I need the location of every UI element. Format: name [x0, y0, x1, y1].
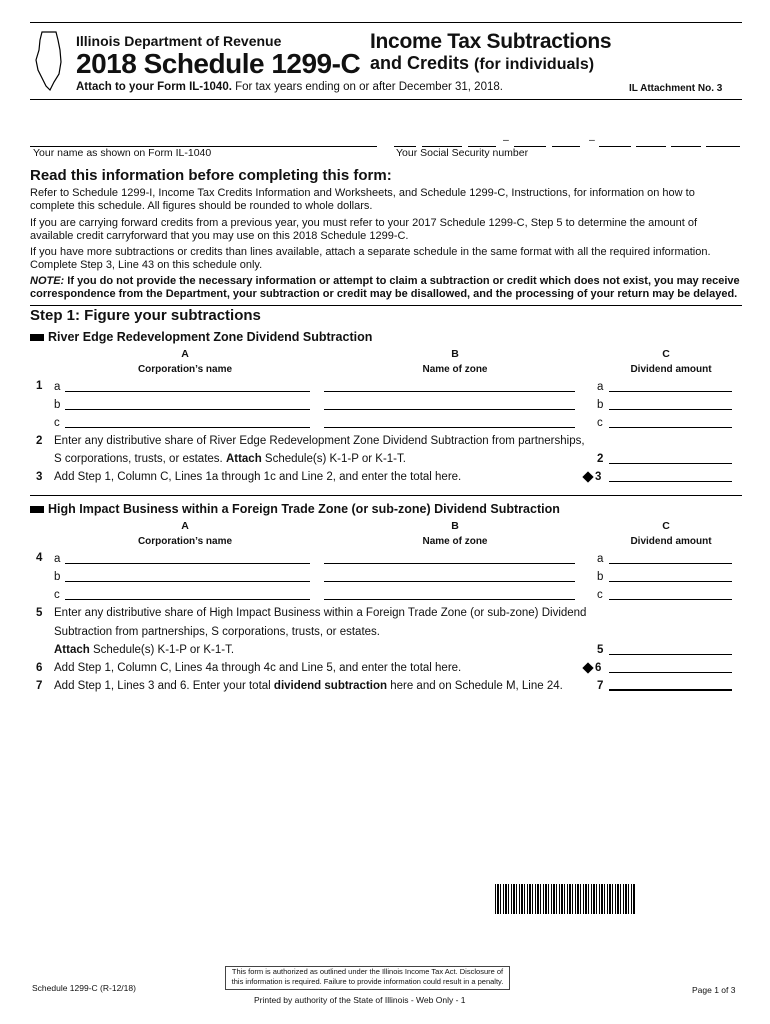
line5-text-cont: Subtraction from partnerships, S corporations, trusts, or estates. [54, 626, 380, 638]
authorization-notice: This form is authorized as outlined under the Illinois Income Tax Act. Disclosure of this information is required. Failure to provide information could result in a penalty. [225, 966, 510, 990]
line1b-zone-input[interactable] [324, 409, 575, 410]
diamond-icon [582, 471, 593, 482]
line4b-zone-input[interactable] [324, 581, 575, 582]
ssn-dash: – [589, 134, 595, 146]
column-b-header: B [451, 520, 459, 532]
column-c-header: C [662, 348, 670, 360]
line6-amount-input[interactable] [609, 672, 732, 673]
ssn-digit[interactable] [671, 146, 701, 147]
line6-text: Add Step 1, Column C, Lines 4a through 4c and Line 5, and enter the total here. [54, 662, 462, 674]
column-c-label: Dividend amount [630, 364, 712, 375]
row-letter: a [597, 553, 604, 565]
attach-instruction: Attach to your Form IL-1040. For tax years ending on or after December 31, 2018. [76, 81, 503, 93]
instructions-p3: If you have more subtractions or credits than lines available, attach a separate schedule in the same format with all the required information. Complete Step 3, Line 43 on this schedule only. [30, 246, 711, 271]
divider [30, 495, 742, 496]
line4c-amount-input[interactable] [609, 599, 732, 600]
row-letter: b [597, 571, 604, 583]
column-b-label: Name of zone [422, 536, 488, 547]
line-number: 4 [36, 552, 43, 564]
agency-name: Illinois Department of Revenue [76, 33, 282, 49]
row-letter: b [54, 571, 61, 583]
column-a-header: A [181, 520, 189, 532]
line-number: 2 [36, 435, 43, 447]
column-a-header: A [181, 348, 189, 360]
line-number: 3 [584, 471, 601, 483]
line-number: 7 [597, 680, 604, 692]
line5-amount-input[interactable] [609, 654, 732, 655]
schedule-title: 2018 Schedule 1299-C [76, 48, 361, 79]
line4c-corporation-input[interactable] [65, 599, 310, 600]
line5-text: Enter any distributive share of High Impact Business within a Foreign Trade Zone (or sub-zone) Dividend [54, 607, 587, 619]
line-number: 6 [584, 662, 601, 674]
ssn-digit[interactable] [599, 146, 631, 147]
line-number: 7 [36, 680, 43, 692]
row-letter: a [54, 381, 61, 393]
line7-text: Add Step 1, Lines 3 and 6. Enter your total dividend subtraction here and on Schedule M, Line 24. [54, 680, 563, 692]
row-letter: a [54, 553, 61, 565]
illinois-map-icon [34, 30, 64, 92]
ssn-label: Your Social Security number [396, 147, 529, 159]
row-letter: c [54, 589, 60, 601]
row-letter: a [597, 381, 604, 393]
line2-text: Enter any distributive share of River Edge Redevelopment Zone Dividend Subtraction from partnerships, [54, 435, 585, 447]
line3-amount-input[interactable] [609, 481, 732, 482]
line1b-amount-input[interactable] [609, 409, 732, 410]
instructions-heading: Read this information before completing this form: [30, 167, 392, 184]
line1a-corporation-input[interactable] [65, 391, 310, 392]
line1a-zone-input[interactable] [324, 391, 575, 392]
line4b-corporation-input[interactable] [65, 581, 310, 582]
line1a-amount-input[interactable] [609, 391, 732, 392]
instructions-p1: Refer to Schedule 1299-I, Income Tax Credits Information and Worksheets, and Schedule 1299-C, Instructions, for information on how to complete this schedule. All figures should be rounded to whole dollars. [30, 187, 695, 212]
line-number: 6 [36, 662, 43, 674]
ssn-dash: – [503, 134, 509, 146]
line4a-corporation-input[interactable] [65, 563, 310, 564]
attachment-number: IL Attachment No. 3 [629, 83, 723, 94]
form-title-line1: Income Tax Subtractions [370, 30, 612, 53]
barcode [495, 884, 636, 914]
line1c-zone-input[interactable] [324, 427, 575, 428]
column-a-label: Corporation’s name [137, 536, 233, 547]
line4a-amount-input[interactable] [609, 563, 732, 564]
line4a-zone-input[interactable] [324, 563, 575, 564]
instructions-note: NOTE: If you do not provide the necessary information or attempt to claim a subtraction or credit which does not exist, you may receive correspondence from the Department, your subtraction or credit may be disallowed, and the processing of your return may be delayed. [30, 275, 740, 300]
line2-text-cont: S corporations, trusts, or estates. Attach Schedule(s) K-1-P or K-1-T. [54, 453, 406, 465]
column-b-header: B [451, 348, 459, 360]
line2-amount-input[interactable] [609, 463, 732, 464]
line4c-zone-input[interactable] [324, 599, 575, 600]
line-number: 3 [36, 471, 43, 483]
ssn-digit[interactable] [552, 146, 580, 147]
form-title-line2: and Credits (for individuals) [370, 53, 595, 73]
line1b-corporation-input[interactable] [65, 409, 310, 410]
line-number: 5 [36, 607, 43, 619]
row-letter: c [597, 417, 603, 429]
line4b-amount-input[interactable] [609, 581, 732, 582]
page-number: Page 1 of 3 [692, 985, 736, 995]
line3-text: Add Step 1, Column C, Lines 1a through 1c and Line 2, and enter the total here. [54, 471, 462, 483]
line-number: 1 [36, 380, 43, 392]
ssn-digit[interactable] [636, 146, 666, 147]
divider [30, 305, 742, 306]
line-number: 2 [597, 453, 604, 465]
line7-amount-input[interactable] [609, 689, 732, 691]
line-number: 5 [597, 644, 604, 656]
step1-heading: Step 1: Figure your subtractions [30, 307, 261, 324]
ssn-digit[interactable] [706, 146, 740, 147]
diamond-icon [582, 662, 593, 673]
column-c-label: Dividend amount [630, 536, 712, 547]
row-letter: c [597, 589, 603, 601]
form-id: Schedule 1299-C (R-12/18) [32, 983, 136, 993]
row-letter: b [54, 399, 61, 411]
line5-text-attach: Attach Schedule(s) K-1-P or K-1-T. [54, 644, 235, 656]
instructions-p2: If you are carrying forward credits from a previous year, you must refer to your 2017 Schedule 1299-C, Step 5 to determine the amount of available credit carryforward that you may use on this 2018 Schedule 1299-C. [30, 217, 698, 242]
column-c-header: C [662, 520, 670, 532]
row-letter: b [597, 399, 604, 411]
column-a-label: Corporation’s name [137, 364, 233, 375]
row-letter: c [54, 417, 60, 429]
name-label: Your name as shown on Form IL-1040 [33, 147, 212, 159]
line1c-corporation-input[interactable] [65, 427, 310, 428]
section1-title: River Edge Redevelopment Zone Dividend Subtraction [30, 330, 372, 344]
printed-by: Printed by authority of the State of Illinois - Web Only - 1 [254, 995, 466, 1005]
section2-title: High Impact Business within a Foreign Trade Zone (or sub-zone) Dividend Subtraction [30, 502, 560, 516]
line1c-amount-input[interactable] [609, 427, 732, 428]
column-b-label: Name of zone [422, 364, 488, 375]
